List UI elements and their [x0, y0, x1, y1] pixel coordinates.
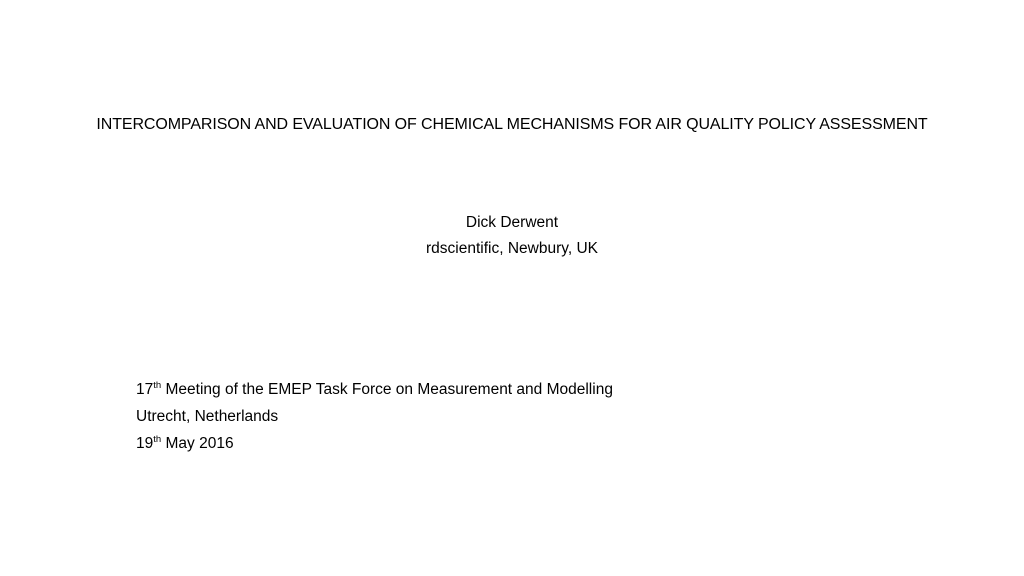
meeting-info: [136, 376, 613, 457]
meeting-number-suffix: th: [153, 380, 162, 391]
meeting-location: Utrecht, Netherlands: [136, 408, 279, 425]
meeting-title-line: [136, 376, 613, 403]
meeting-date-line: [136, 430, 613, 457]
meeting-day-suffix: th: [153, 434, 162, 445]
slide-title: INTERCOMPARISON AND EVALUATION OF CHEMICAL MECHANISMS FOR AIR QUALITY POLICY ASSESSMENT: [96, 116, 928, 133]
author-block: [0, 210, 1024, 262]
meeting-title-text: Meeting of the EMEP Task Force on Measurement and Modelling: [161, 381, 613, 398]
meeting-number: 17: [136, 381, 154, 398]
author-name: Dick Derwent: [465, 214, 559, 231]
author-affiliation: rdscientific, Newbury, UK: [426, 240, 598, 257]
meeting-day: 19: [136, 435, 154, 452]
meeting-month-year: May 2016: [161, 435, 234, 452]
